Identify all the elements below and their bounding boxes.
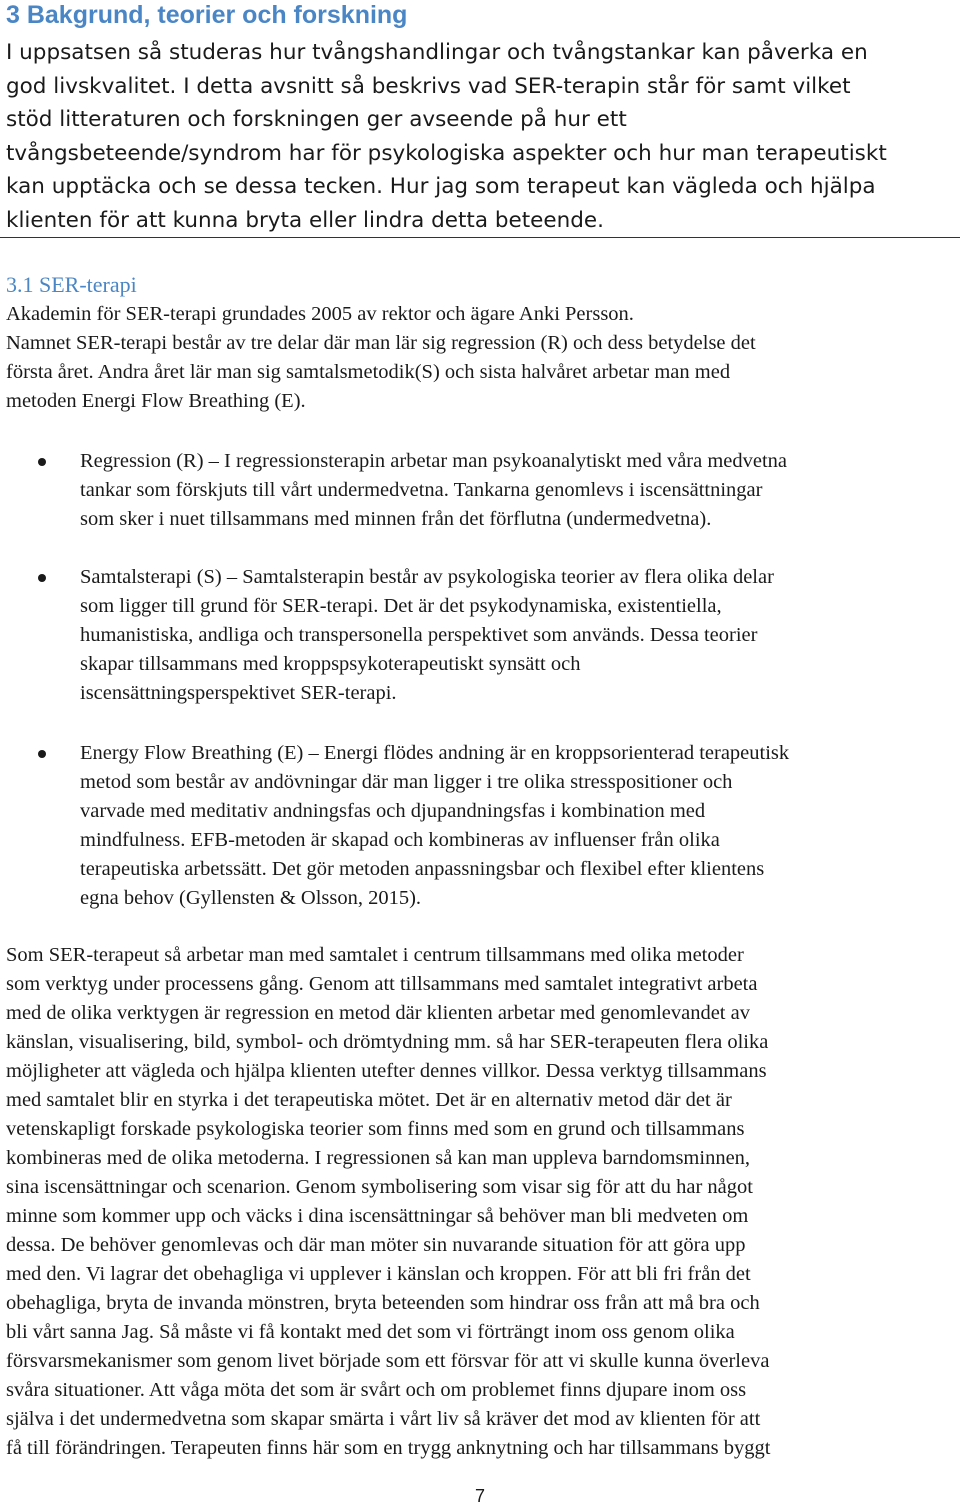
paragraph-line: minne som kommer upp och väcks i dina iscensättningar så behöver man bli medveten om	[6, 1205, 749, 1227]
section-divider	[0, 237, 960, 238]
paragraph-line: som verktyg under processens gång. Genom att tillsammans med samtalet integrativt arbeta	[6, 973, 758, 995]
paragraph-line: svåra situationer. Att våga möta det som är svårt och om problemet finns djupare inom oss	[6, 1379, 747, 1401]
bullet-text	[80, 739, 789, 913]
paragraph-line: få till förändringen. Terapeuten finns här som en trygg anknytning och har tillsammans byggt	[6, 1437, 771, 1459]
paragraph-line: vetenskapligt forskade psykologiska teorier som finns med som en grund och tillsammans	[6, 1118, 745, 1140]
bullet-line: Samtalsterapi (S) – Samtalsterapin består av psykologiska teorier av flera olika delar	[80, 566, 774, 588]
paragraph-line: Akademin för SER-terapi grundades 2005 av rektor och ägare Anki Persson.	[6, 303, 634, 325]
intro-line: god livskvalitet. I detta avsnitt så beskrivs vad SER-terapin står för samt vilket	[6, 73, 851, 99]
intro-line: stöd litteraturen och forskningen ger avseende på hur ett	[6, 107, 627, 132]
paragraph-line: själva i det undermedvetna som skapar smärta i vårt liv så kräver det mod av klienten för att	[6, 1408, 761, 1430]
ser-terapi-paragraph	[6, 300, 956, 416]
paragraph-line: första året. Andra året lär man sig samtalsmetodik(S) och sista halvåret arbetar man med	[6, 361, 731, 383]
intro-paragraph	[6, 36, 956, 237]
bullet-line: skapar tillsammans med kroppspsykoterapeutiskt synsätt och	[80, 653, 581, 675]
intro-line: kan upptäcka och se dessa tecken. Hur jag som terapeut kan vägleda och hjälpa	[6, 174, 876, 199]
ser-terapeut-paragraph	[6, 941, 956, 1463]
bullet-line: varvade med meditativ andningsfas och djupandningsfas i kombination med	[80, 800, 706, 822]
paragraph-line: möjligheter att vägleda och hjälpa klienten utefter dennes villkor. Dessa verktyg tillsammans	[6, 1060, 767, 1082]
paragraph-line: med samtalet blir en styrka i det terapeutiska mötet. Det är en alternativ metod där det är	[6, 1089, 732, 1111]
subsection-heading: 3.1 SER-terapi	[6, 272, 137, 297]
bullet-icon	[38, 574, 46, 582]
intro-line: I uppsatsen så studeras hur tvångshandlingar och tvångstankar kan påverka en	[6, 40, 868, 65]
page-number: 7	[474, 1486, 485, 1506]
bullet-line: Energy Flow Breathing (E) – Energi flödes andning är en kroppsorienterad terapeutisk	[80, 742, 790, 764]
bullet-text	[80, 447, 787, 534]
bullet-line: som sker i nuet tillsammans med minnen från det förflutna (undermedvetna).	[80, 508, 712, 530]
paragraph-line: känslan, visualisering, bild, symbol- och drömtydning mm. så har SER-terapeuten flera olika	[6, 1031, 769, 1053]
paragraph-line: sina iscensättningar och scenarion. Genom symbolisering som visar sig för att du har något	[6, 1176, 753, 1198]
paragraph-line: med den. Vi lagrar det obehagliga vi upplever i känslan och kroppen. För att bli fri från det	[6, 1263, 751, 1285]
bullet-line: som ligger till grund för SER-terapi. Det är det psykodynamiska, existentiella,	[80, 595, 722, 617]
bullet-line: terapeutiska arbetssätt. Det gör metoden anpassningsbar och flexibel efter klientens	[80, 858, 765, 880]
bullet-line: tankar som förskjuts till vårt undermedvetna. Tankarna genomlevs i iscensättningar	[80, 479, 763, 501]
section-heading: 3 Bakgrund, teorier och forskning	[6, 1, 408, 29]
paragraph-line: kombineras med de olika metoderna. I regressionen så kan man uppleva barndomsminnen,	[6, 1147, 751, 1169]
paragraph-line: metoden Energi Flow Breathing (E).	[6, 390, 306, 412]
bullet-line: humanistiska, andliga och transpersonella perspektivet som används. Dessa teorier	[80, 624, 758, 646]
bullet-icon	[38, 750, 46, 758]
paragraph-line: försvarsmekanismer som genom livet började som ett försvar för att vi skulle kunna överleva	[6, 1350, 770, 1372]
paragraph-line: Namnet SER-terapi består av tre delar där man lär sig regression (R) och dess betydelse det	[6, 332, 756, 354]
bullet-line: egna behov (Gyllensten & Olsson, 2015).	[80, 887, 422, 909]
bullet-icon	[38, 458, 46, 466]
bullet-line: iscensättningsperspektivet SER-terapi.	[80, 682, 397, 704]
paragraph-line: bli vårt sanna Jag. Så måste vi få kontakt med det som vi förträngt inom oss genom olika	[6, 1321, 735, 1343]
paragraph-line: obehagliga, bryta de invanda mönstren, bryta beteenden som hindrar oss från att må bra och	[6, 1292, 760, 1314]
paragraph-line: Som SER-terapeut så arbetar man med samtalet i centrum tillsammans med olika metoder	[6, 944, 744, 966]
bullet-line: Regression (R) – I regressionsterapin arbetar man psykoanalytiskt med våra medvetna	[80, 450, 788, 472]
bullet-text	[80, 563, 774, 708]
bullet-line: mindfulness. EFB-metoden är skapad och kombineras av influenser från olika	[80, 829, 720, 851]
paragraph-line: med de olika verktygen är regression en metod där klienten arbetar med genomlevandet av	[6, 1002, 750, 1024]
intro-line: tvångsbeteende/syndrom har för psykologiska aspekter och hur man terapeutiskt	[6, 140, 887, 166]
bullet-line: metod som består av andövningar där man ligger i tre olika stresspositioner och	[80, 771, 733, 793]
intro-line: klienten för att kunna bryta eller lindra detta beteende.	[6, 207, 604, 233]
paragraph-line: dessa. De behöver genomlevas och där man möter sin nuvarande situation för att göra upp	[6, 1234, 746, 1256]
